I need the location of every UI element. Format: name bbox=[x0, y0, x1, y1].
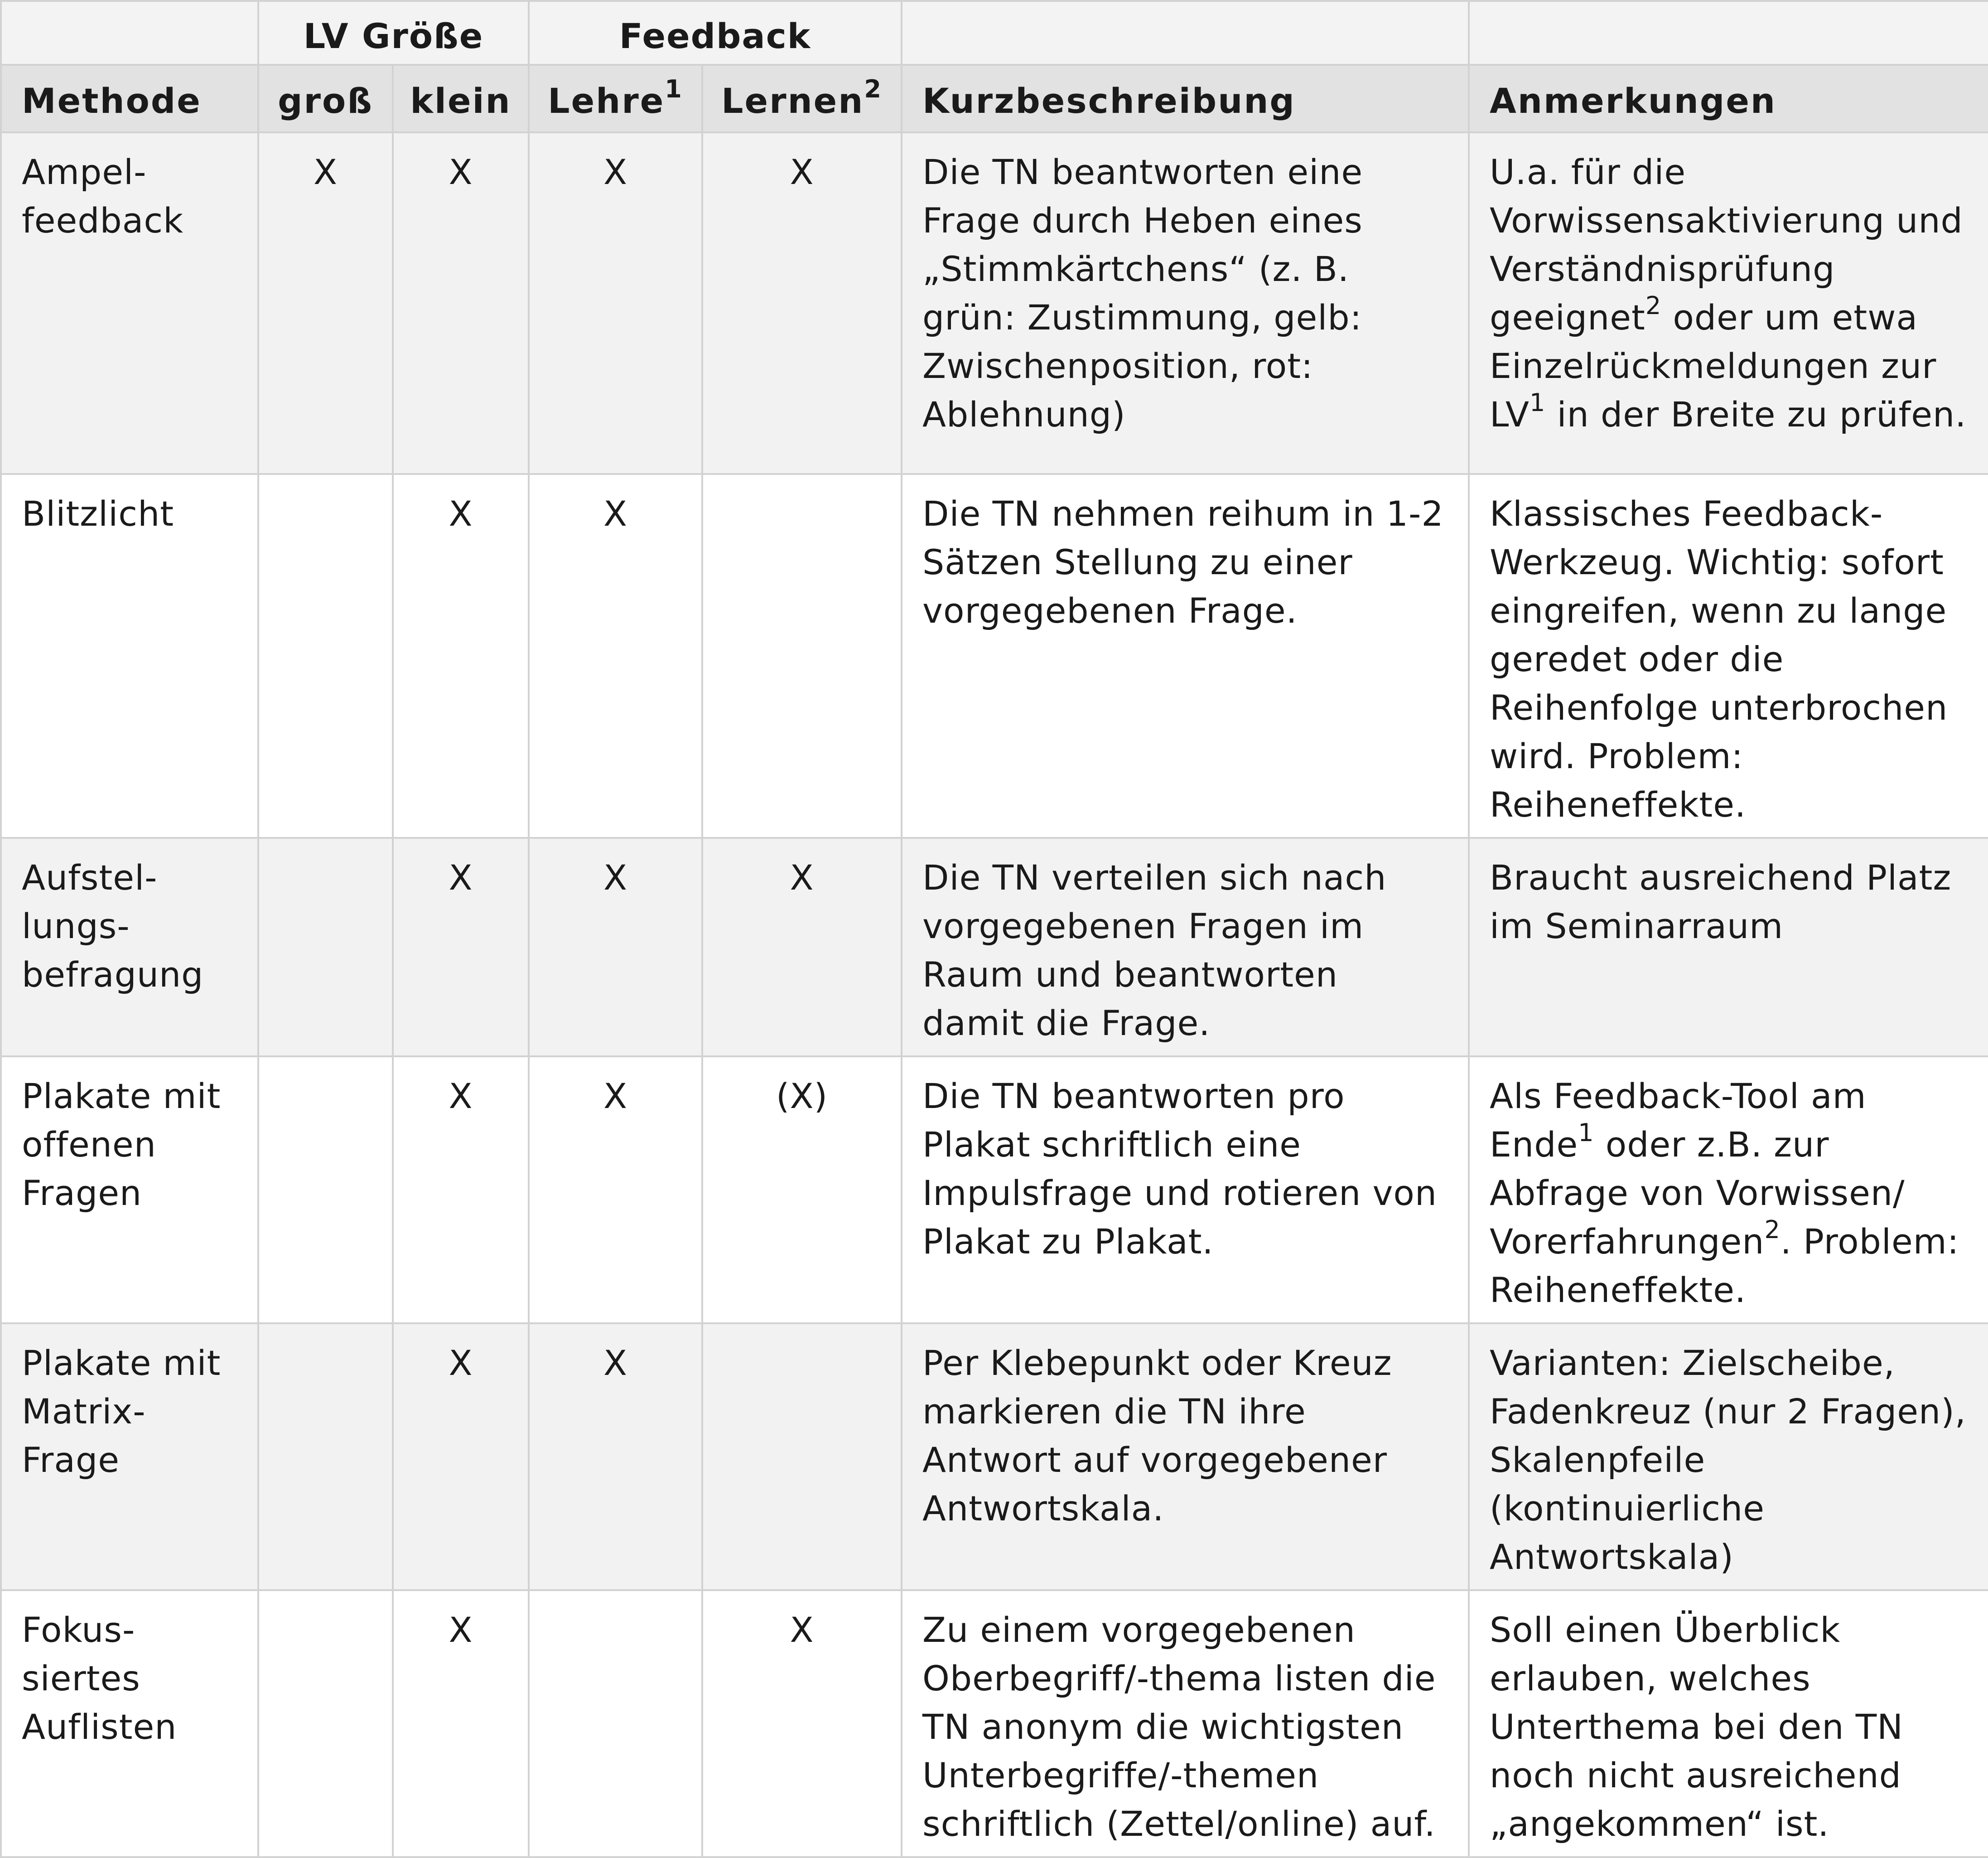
cell-lehre: X bbox=[529, 1323, 702, 1590]
column-header-lehre-label: Lehre bbox=[548, 81, 665, 121]
method-name: Plakate mit Matrix- Frage bbox=[22, 1343, 221, 1480]
cell-lernen bbox=[702, 1323, 902, 1590]
note-text: U.a. für die Vorwissensaktivierung und Verständnisprüfung geeignet bbox=[1490, 152, 1963, 338]
cell-klein: X bbox=[393, 132, 529, 474]
cell-methode bbox=[1, 838, 258, 1056]
cell-anmerkungen: Braucht ausreichend Platz im Seminarraum bbox=[1469, 838, 1988, 1056]
cell-klein: X bbox=[393, 1056, 529, 1323]
cell-methode bbox=[1, 474, 258, 838]
group-header-row bbox=[1, 1, 1988, 65]
cell-anmerkungen bbox=[1469, 1056, 1988, 1323]
method-name: Ampel- feedback bbox=[22, 152, 184, 241]
note-text: in der Breite zu prüfen. bbox=[1545, 394, 1967, 435]
cell-gross bbox=[258, 1056, 393, 1323]
cell-lernen: (X) bbox=[702, 1056, 902, 1323]
cell-lehre bbox=[529, 1590, 702, 1857]
group-header-lv-size: LV Größe bbox=[258, 1, 529, 65]
cell-anmerkungen: Klassisches Feedback-Werkzeug. Wichtig: sofort eingreifen, wenn zu lange geredet oder die Reihenfolge unterbrochen wird. Problem: Reiheneffekte. bbox=[1469, 474, 1988, 838]
cell-methode bbox=[1, 1590, 258, 1857]
cell-kurzbeschreibung: Per Klebepunkt oder Kreuz markieren die TN ihre Antwort auf vorgegebener Antwortskala. bbox=[902, 1323, 1469, 1590]
cell-lernen: X bbox=[702, 838, 902, 1056]
table-row bbox=[1, 838, 1988, 1056]
footnote-marker: 1 bbox=[1578, 1118, 1594, 1147]
method-name: Fokus- siertes Auflisten bbox=[22, 1610, 177, 1747]
table-row bbox=[1, 132, 1988, 474]
cell-anmerkungen bbox=[1469, 132, 1988, 474]
cell-kurzbeschreibung: Die TN beantworten eine Frage durch Heben eines „Stimmkärtchens“ (z. B. grün: Zustimmung, gelb: Zwischenposition, rot: Ablehnung) bbox=[902, 132, 1469, 474]
group-header-empty bbox=[1, 1, 258, 65]
cell-lehre: X bbox=[529, 838, 702, 1056]
column-header-lernen bbox=[702, 65, 902, 132]
cell-lernen: X bbox=[702, 132, 902, 474]
column-header-lehre bbox=[529, 65, 702, 132]
cell-lehre: X bbox=[529, 1056, 702, 1323]
cell-klein: X bbox=[393, 474, 529, 838]
footnote-marker: 2 bbox=[864, 74, 883, 103]
cell-klein: X bbox=[393, 1590, 529, 1857]
column-header-gross: groß bbox=[258, 65, 393, 132]
cell-gross bbox=[258, 838, 393, 1056]
cell-methode bbox=[1, 1323, 258, 1590]
table-row bbox=[1, 474, 1988, 838]
table-row bbox=[1, 1323, 1988, 1590]
footnote-marker: 1 bbox=[1530, 388, 1546, 417]
group-header-feedback: Feedback bbox=[529, 1, 902, 65]
column-header-lernen-label: Lernen bbox=[721, 81, 864, 121]
group-header-empty bbox=[1469, 1, 1988, 65]
group-header-empty bbox=[902, 1, 1469, 65]
cell-lehre: X bbox=[529, 132, 702, 474]
cell-gross: X bbox=[258, 132, 393, 474]
cell-gross bbox=[258, 474, 393, 838]
method-name: Plakate mit offenen Fragen bbox=[22, 1076, 221, 1213]
note-text: oder z.B. zur Abfrage von Vorwissen/ Vorerfahrungen bbox=[1490, 1124, 1905, 1262]
column-header-klein: klein bbox=[393, 65, 529, 132]
cell-kurzbeschreibung: Die TN verteilen sich nach vorgegebenen Fragen im Raum und beantworten damit die Frage. bbox=[902, 838, 1469, 1056]
cell-kurzbeschreibung: Die TN beantworten pro Plakat schriftlich eine Impulsfrage und rotieren von Plakat zu Plakat. bbox=[902, 1056, 1469, 1323]
note-text: oder um etwa Einzelrückmeldungen zur LV bbox=[1490, 297, 1937, 435]
column-header-kurzbeschreibung: Kurzbeschreibung bbox=[902, 65, 1469, 132]
footnote-marker: 2 bbox=[1645, 291, 1662, 320]
cell-kurzbeschreibung: Zu einem vorgegebenen Oberbegriff/-thema listen die TN anonym die wichtigsten Unterbegriffe/-themen schriftlich (Zettel/online) auf. bbox=[902, 1590, 1469, 1857]
column-header-row bbox=[1, 65, 1988, 132]
method-name: Blitzlicht bbox=[22, 494, 174, 534]
footnote-marker: 1 bbox=[665, 74, 683, 103]
table-row bbox=[1, 1590, 1988, 1857]
column-header-methode: Methode bbox=[1, 65, 258, 132]
table-row bbox=[1, 1056, 1988, 1323]
cell-methode bbox=[1, 132, 258, 474]
cell-lernen bbox=[702, 474, 902, 838]
cell-gross bbox=[258, 1590, 393, 1857]
note-text: . Problem: Reiheneffekte. bbox=[1490, 1221, 1959, 1310]
cell-methode bbox=[1, 1056, 258, 1323]
cell-lernen: X bbox=[702, 1590, 902, 1857]
cell-klein: X bbox=[393, 1323, 529, 1590]
footnote-marker: 2 bbox=[1764, 1215, 1781, 1244]
cell-gross bbox=[258, 1323, 393, 1590]
cell-kurzbeschreibung: Die TN nehmen reihum in 1-2 Sätzen Stellung zu einer vorgegebenen Frage. bbox=[902, 474, 1469, 838]
cell-lehre: X bbox=[529, 474, 702, 838]
cell-klein: X bbox=[393, 838, 529, 1056]
column-header-anmerkungen: Anmerkungen bbox=[1469, 65, 1988, 132]
method-name: Aufstel- lungs- befragung bbox=[22, 857, 204, 995]
cell-anmerkungen: Varianten: Zielscheibe, Fadenkreuz (nur 2 Fragen), Skalenpfeile (kontinuierliche Antwortskala) bbox=[1469, 1323, 1988, 1590]
note-text: Als Feedback-Tool am Ende bbox=[1490, 1076, 1867, 1165]
cell-anmerkungen: Soll einen Überblick erlauben, welches Unterthema bei den TN noch nicht ausreichend „angekommen“ ist. bbox=[1469, 1590, 1988, 1857]
